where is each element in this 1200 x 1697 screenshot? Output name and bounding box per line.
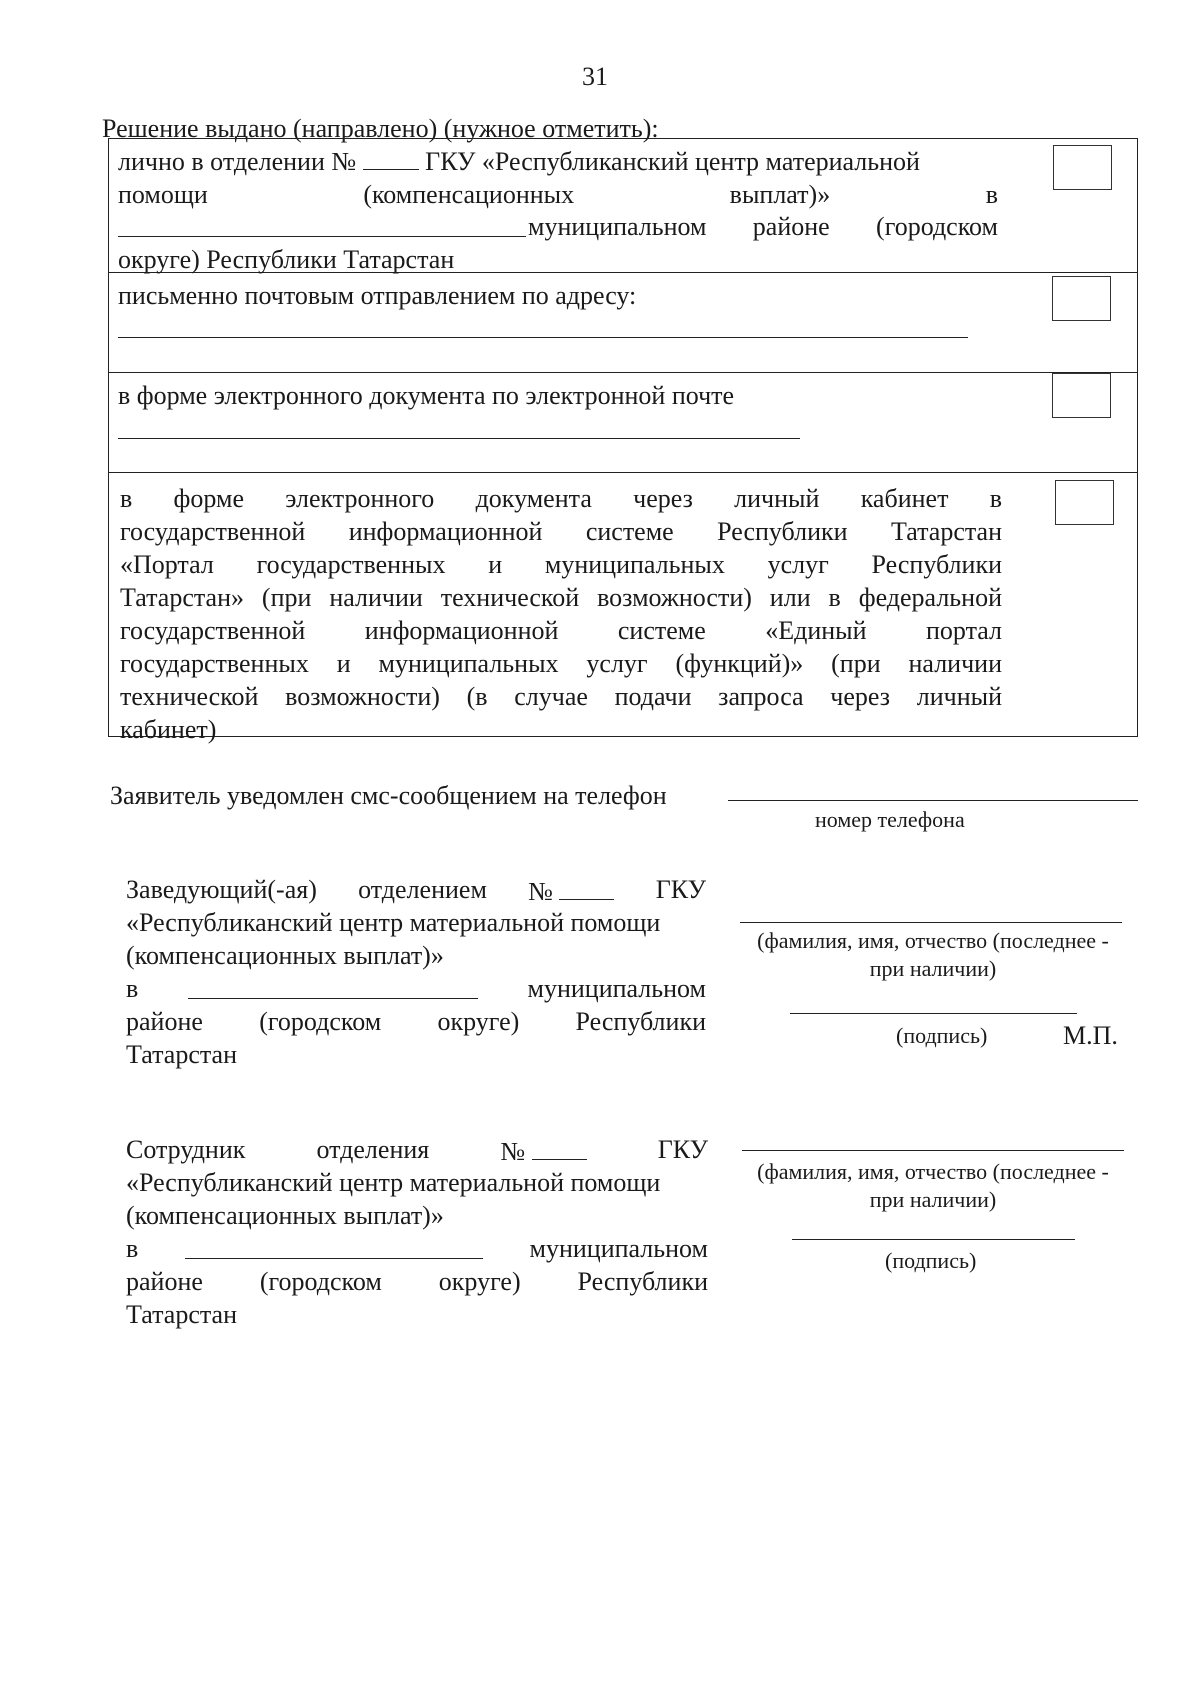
signer-title-line: (компенсационных выплат)» [126, 941, 444, 970]
signer-title-line: «Республиканский центр материальной помощи [126, 908, 661, 937]
sms-notice-text: Заявитель уведомлен смс-сообщением на телефон [110, 781, 667, 810]
option-text: технической возможности) (в случае подачи запроса через личный [120, 682, 1002, 711]
signer-title-line: в [126, 974, 139, 1003]
table-border-top [108, 138, 1138, 139]
option-text: в форме электронного документа через личный кабинет в [120, 484, 1002, 513]
option-text: государственной информационной системе Республики Татарстан [120, 517, 1002, 546]
option-checkbox[interactable] [1052, 276, 1111, 321]
option-text: муниципальном районе (городском [528, 212, 998, 241]
district-field[interactable] [185, 1232, 483, 1259]
signer-title-line: в [126, 1234, 139, 1263]
signer-title: Сотрудник [126, 1135, 246, 1164]
option-checkbox[interactable] [1052, 373, 1111, 418]
option-checkbox[interactable] [1053, 145, 1112, 190]
signature-field[interactable] [792, 1239, 1075, 1240]
option-text: государственных и муниципальных услуг (функций)» (при наличии [120, 649, 1002, 678]
department-number-field[interactable] [532, 1133, 587, 1160]
option-checkbox[interactable] [1055, 480, 1114, 525]
signature-field[interactable] [790, 1013, 1077, 1014]
fio-field[interactable] [740, 922, 1122, 923]
option-text: ГКУ «Республиканский центр материальной [425, 147, 920, 176]
fio-caption: при наличии) [869, 956, 997, 981]
option-text: Татарстан» (при наличии технической возможности) или в федеральной [120, 583, 1002, 612]
signer-title-line: районе (городском округе) Республики [126, 1007, 706, 1036]
signature-caption: (подпись) [885, 1248, 977, 1273]
district-field[interactable] [118, 210, 526, 237]
address-field[interactable] [118, 337, 968, 338]
option-text: округе) Республики Татарстан [118, 245, 455, 274]
table-row-divider [108, 372, 1138, 373]
signature-caption: (подпись) [896, 1023, 988, 1048]
section-heading: Решение выдано (направлено) (нужное отметить): [102, 114, 659, 143]
option-text: выплат)» [729, 180, 831, 209]
phone-number-caption: номер телефона [815, 807, 965, 832]
department-number-field[interactable] [559, 873, 614, 900]
option-text: в [985, 180, 998, 209]
option-text: государственной информационной системе «Единый портал [120, 616, 1002, 645]
signer-title: Заведующий(-ая) [126, 875, 317, 904]
table-row-divider [108, 472, 1138, 473]
phone-number-field[interactable] [728, 800, 1138, 801]
option-text: в форме электронного документа по электронной почте [118, 381, 735, 410]
stamp-label: М.П. [1063, 1021, 1118, 1050]
signer-title-line: Татарстан [126, 1040, 237, 1069]
page-number: 31 [582, 62, 608, 91]
document-page: 31 Решение выдано (направлено) (нужное отметить): лично в отделении № ГКУ «Республиканский центр материальной помощи (компенсационных выплат)» в муниципальном районе (городском округе) Республики Татарстан письменно почтовым отправлением по адресу: в форме электронного документа по электронной почте в форме электронного документа через личный кабинет в государственной информационной системе Республики Татарстан «Портал государственных и муниципальных услуг Республики Татарстан» (при наличии технической возможности) или в федеральной государственной информационной системе «Единый портал государственных и муниципальных услуг (функций)» (при наличии технической возможности) (в случае подачи запроса через личный кабинет) Заявитель уведомлен смс-сообщением на телефон номер телефона Заведующий(-ая) отделением № ГКУ «Республиканский центр материальной помощи (компенсационных выплат)» в муниципальном районе (городском округе) Республики Татарстан (фамилия, имя, отчество (последнее - при наличии) (подпись) М.П. Сотрудник отделения № ГКУ «Республиканский центр материальной помощи (компенсационных выплат)» в муниципальном районе (городском округе) Республики Татарстан (фамилия, имя, отчество (последнее - при наличии) (подпись) [0, 0, 1200, 1697]
signer-title-line: муниципальном [529, 1234, 708, 1263]
table-border-left [108, 138, 109, 737]
email-field[interactable] [118, 438, 800, 439]
signer-title-line: муниципальном [527, 974, 706, 1003]
blank-field[interactable] [363, 143, 419, 170]
table-border-bottom [108, 736, 1138, 737]
option-text: кабинет) [120, 715, 217, 744]
table-border-right [1137, 138, 1138, 737]
option-text: (компенсационных [363, 180, 575, 209]
fio-caption: (фамилия, имя, отчество (последнее - [757, 1159, 1109, 1184]
signer-title-line: районе (городском округе) Республики [126, 1267, 708, 1296]
fio-caption: при наличии) [869, 1187, 997, 1212]
signer-title-line: (компенсационных выплат)» [126, 1201, 444, 1230]
fio-field[interactable] [742, 1150, 1124, 1151]
option-text: помощи [118, 180, 208, 209]
fio-caption: (фамилия, имя, отчество (последнее - [757, 928, 1109, 953]
signer-title-line: Татарстан [126, 1300, 237, 1329]
district-field[interactable] [188, 972, 478, 999]
option-text: «Портал государственных и муниципальных услуг Республики [120, 550, 1002, 579]
option-text: лично в отделении № [118, 147, 357, 176]
signer-title-line: «Республиканский центр материальной помощи [126, 1168, 661, 1197]
option-text: письменно почтовым отправлением по адресу: [118, 281, 637, 310]
